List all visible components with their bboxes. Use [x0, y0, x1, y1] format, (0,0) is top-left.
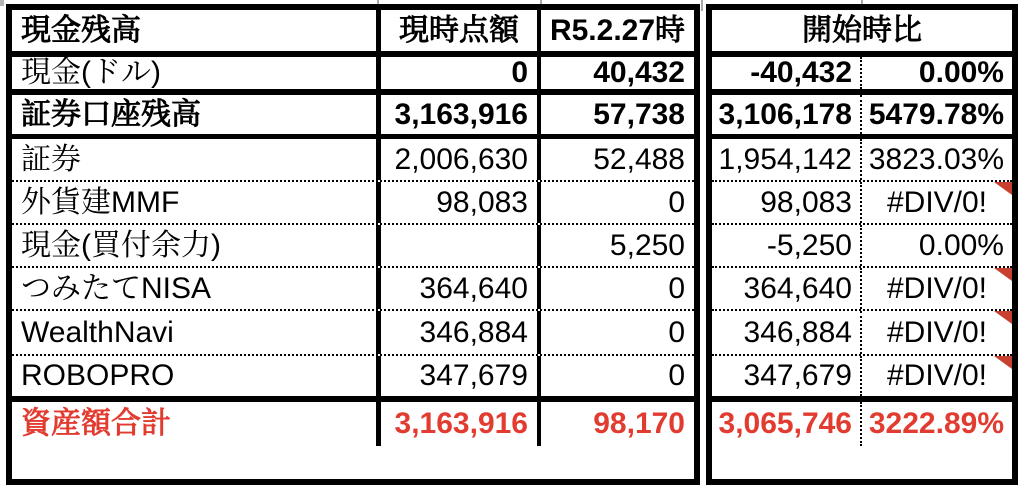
gridline-stub [701, 0, 703, 11]
pct-value: 5479.78% [868, 97, 1004, 131]
table-row [712, 139, 1012, 182]
current-value: 346,884 [381, 311, 541, 354]
total-pct-value: 3222.89% [868, 407, 1004, 440]
error-text: #DIV/0! [886, 271, 988, 305]
table-row [712, 225, 1012, 268]
header-current-amount: 現時点額 [381, 10, 541, 51]
table-header-row [712, 10, 1012, 57]
header-vs-start: 開始時比 [802, 13, 922, 47]
table-row [712, 57, 1012, 95]
total-diff-value: 3,065,746 [712, 402, 862, 446]
current-value: 2,006,630 [381, 139, 541, 180]
diff-value: -5,250 [712, 225, 862, 266]
diff-value: 346,884 [712, 311, 862, 354]
table-row [712, 356, 1012, 402]
red-corner-marker-icon [994, 356, 1012, 369]
current-value: 3,163,916 [381, 95, 541, 134]
balance-table-right-section [706, 4, 1018, 485]
diff-value: 3,106,178 [712, 95, 862, 134]
diff-value: -40,432 [712, 57, 862, 89]
error-text: #DIV/0! [886, 315, 988, 349]
table-row [12, 139, 694, 182]
current-value: 347,679 [381, 356, 541, 396]
error-text: #DIV/0! [886, 185, 988, 219]
table-row [12, 95, 694, 139]
balance-table-left-section [6, 4, 700, 485]
table-header-row [12, 10, 694, 57]
red-corner-marker-icon [994, 268, 1012, 281]
snapshot-value: 40,432 [593, 57, 685, 89]
pct-value: 0.00% [918, 228, 1004, 262]
pct-value: 0.00% [918, 57, 1004, 89]
diff-value: 98,083 [712, 182, 862, 223]
diff-value: 364,640 [712, 268, 862, 309]
total-snapshot-value: 98,170 [593, 407, 685, 440]
row-label: 証券 [12, 139, 381, 180]
table-row [12, 268, 694, 311]
pct-error-value [862, 356, 1012, 396]
header-snapshot-date: R5.2.27時 [549, 13, 686, 47]
current-value: 98,083 [381, 182, 541, 223]
table-row [12, 225, 694, 268]
header-cash-balance: 現金残高 [12, 10, 381, 51]
current-value: 364,640 [381, 268, 541, 309]
snapshot-value: 0 [668, 271, 685, 305]
pct-value: 3823.03% [868, 142, 1004, 176]
row-label: つみたてNISA [12, 268, 381, 309]
total-row [12, 402, 694, 446]
snapshot-value: 5,250 [609, 228, 685, 262]
snapshot-value: 57,738 [593, 97, 685, 131]
table-row [12, 356, 694, 402]
current-value [381, 225, 541, 266]
row-label: ROBOPRO [12, 356, 381, 396]
diff-value: 1,954,142 [712, 139, 862, 180]
error-text: #DIV/0! [886, 359, 988, 392]
snapshot-value: 52,488 [593, 142, 685, 176]
total-current-value: 3,163,916 [381, 402, 541, 446]
diff-value: 347,679 [712, 356, 862, 396]
table-row [12, 182, 694, 225]
row-label: 証券口座残高 [12, 95, 381, 134]
row-label: 外貨建MMF [12, 182, 381, 223]
row-label: 現金(買付余力) [12, 225, 381, 266]
table-row [712, 182, 1012, 225]
red-corner-marker-icon [994, 182, 1012, 195]
row-label: WealthNavi [12, 311, 381, 354]
row-label: 現金(ドル) [12, 57, 381, 89]
snapshot-value: 0 [668, 185, 685, 219]
gridline-stub [0, 0, 4, 6]
table-row [712, 268, 1012, 311]
total-row [712, 402, 1012, 446]
pct-error-value [862, 311, 1012, 354]
pct-error-value [862, 182, 1012, 223]
pct-error-value [862, 268, 1012, 309]
total-label: 資産額合計 [12, 402, 381, 446]
table-row [12, 311, 694, 356]
red-corner-marker-icon [994, 311, 1012, 324]
snapshot-value: 0 [668, 359, 685, 392]
snapshot-value: 0 [668, 315, 685, 349]
table-row [12, 57, 694, 95]
table-row [712, 311, 1012, 356]
current-value: 0 [381, 57, 541, 89]
table-row [712, 95, 1012, 139]
